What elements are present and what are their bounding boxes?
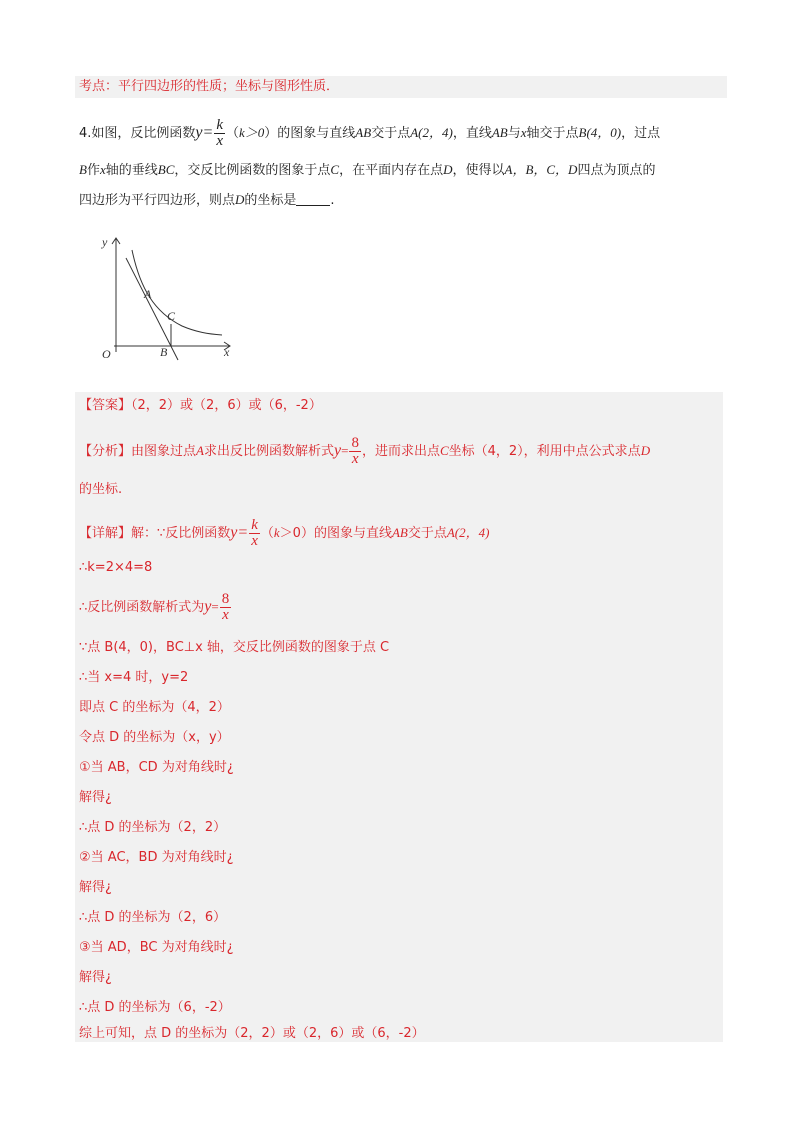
detail-text: 交于点 [407, 526, 447, 541]
analysis-frac-num: 8 [351, 435, 359, 451]
detail-func-eq: = [211, 599, 219, 614]
analysis-label: 【分析】 [79, 444, 132, 459]
point-a-label: A [144, 287, 152, 301]
analysis-text: ，进而求出点 [361, 444, 440, 459]
detail-a: A(2，4) [446, 525, 490, 540]
q-text: 与 [507, 126, 521, 141]
q-text: （ [225, 126, 239, 141]
q-d: D [443, 162, 453, 177]
q-x: x [99, 162, 106, 177]
q-text: 的坐标是 [244, 193, 297, 208]
q-text: ，过点 [621, 126, 661, 141]
q-ab: AB [491, 125, 508, 140]
analysis-c: C [439, 443, 449, 458]
q-text: 4.如图，反比例函数 [79, 126, 196, 141]
analysis-frac-den: x [351, 451, 359, 467]
detail-line-3: 即点 C 的坐标为（4，2） [79, 700, 230, 715]
q-text: 四点为顶点的 [577, 163, 656, 178]
analysis-text: 求出反比例函数解析式 [203, 444, 334, 459]
detail-line-6: 解得¿ [79, 790, 112, 805]
q-text: ，使得以 [452, 163, 505, 178]
detail-line-2: ∴当 x=4 时，y=2 [79, 670, 189, 685]
q-text: ）的图象与直线 [264, 126, 356, 141]
detail-line-10: ∴点 D 的坐标为（2，6） [79, 910, 227, 925]
q-c: C [330, 162, 340, 177]
q-frac-den: x [216, 133, 223, 149]
knowledge-point: 考点：平行四边形的性质；坐标与图形性质． [75, 76, 727, 98]
q-cond: k＞0 [239, 125, 265, 140]
answer-row [79, 396, 322, 416]
q-text: 轴的垂线 [105, 163, 158, 178]
detail-label: 【详解】 [79, 526, 132, 541]
q-text: 四边形为平行四边形，则点 [79, 193, 236, 208]
detail-line-5: ①当 AB，CD 为对角线时¿ [79, 760, 234, 775]
detail-text: ＞0）的图象与直线 [279, 526, 392, 541]
q-fraction [214, 118, 225, 149]
detail-func-num: 8 [221, 591, 230, 607]
analysis-a: A [196, 443, 204, 458]
q-abcd: A，B，C，D [504, 162, 578, 177]
graph-figure [92, 228, 252, 368]
answer-text: （2，2）或（2，6）或（6，-2） [131, 398, 322, 413]
detail-line-14: 综上可知，点 D 的坐标为（2，2）或（2，6）或（6，-2） [79, 1026, 425, 1041]
point-b-label: B [160, 345, 168, 359]
q-point-b: B(4，0) [578, 125, 622, 140]
analysis-y: y [334, 442, 342, 459]
q-text: ，交反比例函数的图象于点 [174, 163, 331, 178]
q-b: B [79, 162, 87, 177]
analysis-row-1 [79, 436, 650, 467]
analysis-text: 的坐标. [79, 482, 123, 497]
detail-line-0: ∴k=2×4=8 [79, 560, 153, 575]
detail-ab: AB [391, 525, 408, 540]
detail-line-13: ∴点 D 的坐标为（6，-2） [79, 1000, 231, 1015]
detail-line-8: ②当 AC，BD 为对角线时¿ [79, 850, 234, 865]
detail-func-y: y [204, 598, 212, 615]
q-bc: BC [157, 162, 175, 177]
analysis-fraction [349, 436, 361, 467]
q-text: ，直线 [452, 126, 492, 141]
q-x: x [520, 125, 527, 140]
question-line-1 [79, 118, 660, 149]
question-line-3 [79, 190, 335, 211]
q-ab: AB [355, 125, 372, 140]
q-text: ，在平面内存在点 [339, 163, 444, 178]
q-d: D [235, 192, 245, 207]
detail-func-row [79, 592, 232, 623]
point-c-label: C [167, 309, 176, 323]
detail-line-12: 解得¿ [79, 970, 112, 985]
q-frac-num: k [216, 117, 223, 133]
q-text: 作 [86, 163, 100, 178]
detail-func-fraction [220, 592, 232, 623]
analysis-row-2 [79, 480, 122, 500]
analysis-text: 由图象过点 [131, 444, 197, 459]
solution-block [75, 392, 723, 1042]
q-y: y= [195, 124, 214, 141]
analysis-d: D [640, 443, 651, 458]
answer-blank [296, 191, 330, 206]
detail-text: 解：∵反比例函数 [131, 526, 231, 541]
answer-label: 【答案】 [79, 398, 132, 413]
detail-k: k [273, 525, 280, 540]
detail-line-4: 令点 D 的坐标为（x，y） [79, 730, 230, 745]
q-text: 交于点 [371, 126, 411, 141]
detail-text: ∴反比例函数解析式为 [79, 600, 205, 615]
detail-y: y= [230, 524, 249, 541]
detail-func-den: x [222, 607, 229, 623]
q-point-a: A(2，4) [410, 125, 453, 140]
detail-fraction: $\frac{k}{x}$ [251, 517, 258, 549]
detail-text: （ [260, 526, 274, 541]
detail-line-11: ③当 AD，BC 为对角线时¿ [79, 940, 234, 955]
detail-row-1 [79, 518, 489, 549]
q-text: . [330, 193, 335, 208]
detail-line-1: ∵点 B(4，0)，BC⊥x 轴，交反比例函数的图象于点 C [79, 640, 390, 655]
y-label: y [102, 235, 108, 249]
analysis-eq: = [341, 443, 349, 458]
analysis-text: 坐标（4，2），利用中点公式求点 [448, 444, 641, 459]
detail-line-9: 解得¿ [79, 880, 112, 895]
x-label: x [224, 345, 230, 359]
q-text: 轴交于点 [526, 126, 579, 141]
origin-label: O [102, 347, 111, 361]
detail-line-7: ∴点 D 的坐标为（2，2） [79, 820, 227, 835]
question-line-2 [79, 160, 655, 181]
